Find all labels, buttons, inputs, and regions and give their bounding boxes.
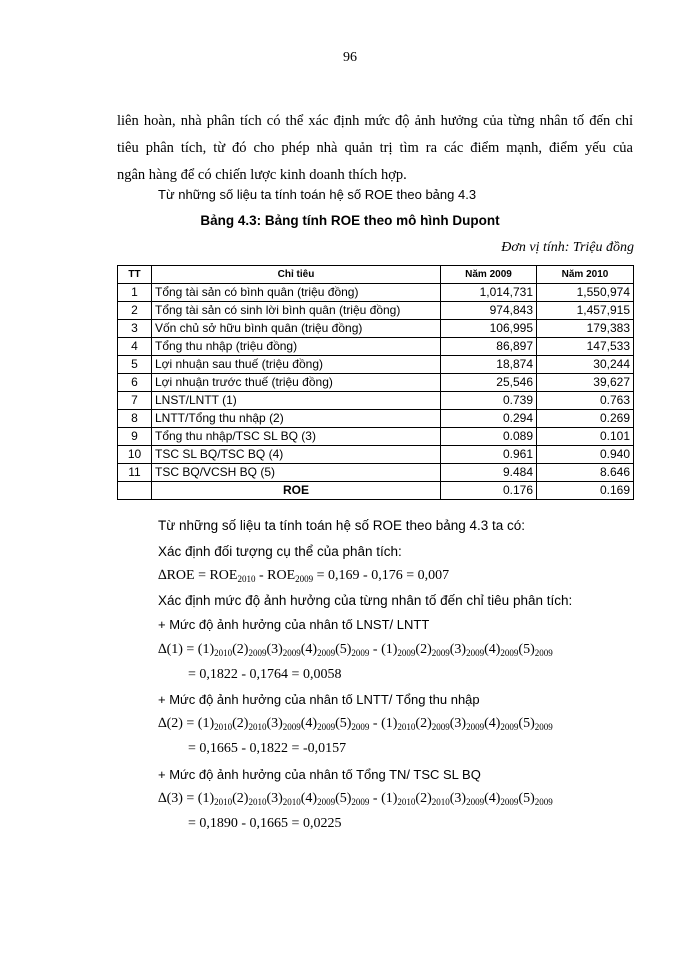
factor-3-result: = 0,1890 - 0,1665 = 0,0225	[188, 816, 342, 831]
table-total-row	[118, 482, 634, 500]
row-tt: 10	[118, 446, 152, 464]
row-value-2010: 30,244	[537, 356, 634, 374]
factor-2-result: = 0,1665 - 0,1822 = -0,0157	[188, 741, 347, 756]
table-row	[118, 464, 634, 482]
header-year-2010: Năm 2010	[537, 266, 634, 284]
analysis-object-heading: Xác định đối tượng cụ thể của phân tích:	[158, 544, 402, 559]
row-tt: 4	[118, 338, 152, 356]
table-row	[118, 446, 634, 464]
factor-1-equation: $\Delta(1) = (1)_{2010}(2)_{2009}(3)_{2009}(4)_{2009}(5)_{2009} - (1)_{2009}(2)_{2009}(3)_{2009}(4)_{2009}(5)_{2009}$	[158, 642, 553, 658]
row-tt: 2	[118, 302, 152, 320]
row-indicator: TSC BQ/VCSH BQ (5)	[152, 464, 441, 482]
row-indicator: Tổng thu nhập (triệu đồng)	[152, 338, 441, 356]
page-number: 96	[343, 50, 357, 65]
table-row	[118, 392, 634, 410]
row-value-2010: 147,533	[537, 338, 634, 356]
row-value-2009: 106,995	[441, 320, 537, 338]
table-row	[118, 302, 634, 320]
table-row	[118, 428, 634, 446]
row-value-2009: 25,546	[441, 374, 537, 392]
row-value-2010: 0.101	[537, 428, 634, 446]
row-indicator: Lợi nhuận trước thuế (triệu đồng)	[152, 374, 441, 392]
header-tt: TT	[118, 266, 152, 284]
row-value-2009: 1,014,731	[441, 284, 537, 302]
row-value-2010: 8.646	[537, 464, 634, 482]
row-tt: 6	[118, 374, 152, 392]
analysis-intro: Từ những số liệu ta tính toán hệ số ROE theo bảng 4.3 ta có:	[158, 518, 526, 533]
total-value-2009: 0.176	[441, 482, 537, 500]
row-tt: 3	[118, 320, 152, 338]
row-tt: 1	[118, 284, 152, 302]
table-title: Bảng 4.3: Bảng tính ROE theo mô hình Dupont	[200, 213, 500, 228]
row-value-2010: 0.269	[537, 410, 634, 428]
intro-line-1: liên hoàn, nhà phân tích có thể xác định mức độ ảnh hưởng của từng nhân tố đến chỉ	[117, 113, 633, 129]
row-value-2009: 86,897	[441, 338, 537, 356]
intro-line-3: ngân hàng để có chiến lược kinh doanh thích hợp.	[117, 167, 407, 183]
total-value-2010: 0.169	[537, 482, 634, 500]
table-unit: Đơn vị tính: Triệu đồng	[501, 240, 634, 255]
table-row	[118, 410, 634, 428]
row-indicator: Tổng thu nhập/TSC SL BQ (3)	[152, 428, 441, 446]
analysis-factor-heading: Xác định mức độ ảnh hưởng của từng nhân tố đến chỉ tiêu phân tích:	[158, 593, 573, 608]
delta-roe-part-a: $\Delta ROE = ROE_{2010} - ROE_{2009} = 0,169 - 0,176 = 0,007$	[158, 568, 450, 584]
factor-1-heading: + Mức độ ảnh hưởng của nhân tố LNST/ LNTT	[158, 617, 430, 632]
total-label: ROE	[152, 482, 441, 500]
row-value-2010: 39,627	[537, 374, 634, 392]
header-year-2009: Năm 2009	[441, 266, 537, 284]
table-row	[118, 338, 634, 356]
factor-1-result: = 0,1822 - 0,1764 = 0,0058	[188, 667, 342, 682]
intro-table-reference: Từ những số liệu ta tính toán hệ số ROE theo bảng 4.3	[158, 187, 477, 202]
table-row	[118, 356, 634, 374]
factor-2-heading: + Mức độ ảnh hưởng của nhân tố LNTT/ Tổng thu nhập	[158, 692, 480, 707]
row-value-2009: 0.089	[441, 428, 537, 446]
row-indicator: Tổng tài sản có bình quân (triệu đồng)	[152, 284, 441, 302]
row-indicator: Vốn chủ sở hữu bình quân (triệu đồng)	[152, 320, 441, 338]
row-indicator: Tổng tài sản có sinh lời bình quân (triệu đồng)	[152, 302, 441, 320]
row-tt: 9	[118, 428, 152, 446]
factor-3-heading: + Mức độ ảnh hưởng của nhân tố Tổng TN/ TSC SL BQ	[158, 767, 481, 782]
row-indicator: LNST/LNTT (1)	[152, 392, 441, 410]
row-value-2010: 0.940	[537, 446, 634, 464]
intro-line-2: tiêu phân tích, từ đó cho phép nhà quản trị tìm ra các điểm mạnh, điểm yếu của	[117, 140, 633, 156]
table-row	[118, 284, 634, 302]
factor-2-equation: $\Delta(2) = (1)_{2010}(2)_{2010}(3)_{2009}(4)_{2009}(5)_{2009} - (1)_{2010}(2)_{2009}(3)_{2009}(4)_{2009}(5)_{2009}$	[158, 716, 553, 732]
roe-dupont-table	[117, 265, 634, 500]
table-header-row	[118, 266, 634, 284]
row-tt: 5	[118, 356, 152, 374]
row-indicator: LNTT/Tổng thu nhập (2)	[152, 410, 441, 428]
factor-3-equation: $\Delta(3) = (1)_{2010}(2)_{2010}(3)_{2010}(4)_{2009}(5)_{2009} - (1)_{2010}(2)_{2010}(3)_{2009}(4)_{2009}(5)_{2009}$	[158, 791, 553, 807]
row-tt: 7	[118, 392, 152, 410]
row-value-2010: 1,550,974	[537, 284, 634, 302]
row-value-2009: 974,843	[441, 302, 537, 320]
row-value-2010: 1,457,915	[537, 302, 634, 320]
row-value-2010: 179,383	[537, 320, 634, 338]
row-value-2009: 9.484	[441, 464, 537, 482]
row-tt: 8	[118, 410, 152, 428]
row-indicator: TSC SL BQ/TSC BQ (4)	[152, 446, 441, 464]
row-value-2009: 0.739	[441, 392, 537, 410]
row-value-2009: 0.961	[441, 446, 537, 464]
table-row	[118, 374, 634, 392]
row-tt: 11	[118, 464, 152, 482]
row-value-2009: 18,874	[441, 356, 537, 374]
table-row	[118, 320, 634, 338]
header-indicator: Chỉ tiêu	[152, 266, 441, 284]
row-value-2009: 0.294	[441, 410, 537, 428]
row-indicator: Lợi nhuận sau thuế (triệu đồng)	[152, 356, 441, 374]
intro-paragraph	[117, 108, 633, 189]
row-value-2010: 0.763	[537, 392, 634, 410]
total-tt-empty	[118, 482, 152, 500]
delta-roe-equation	[158, 568, 449, 584]
